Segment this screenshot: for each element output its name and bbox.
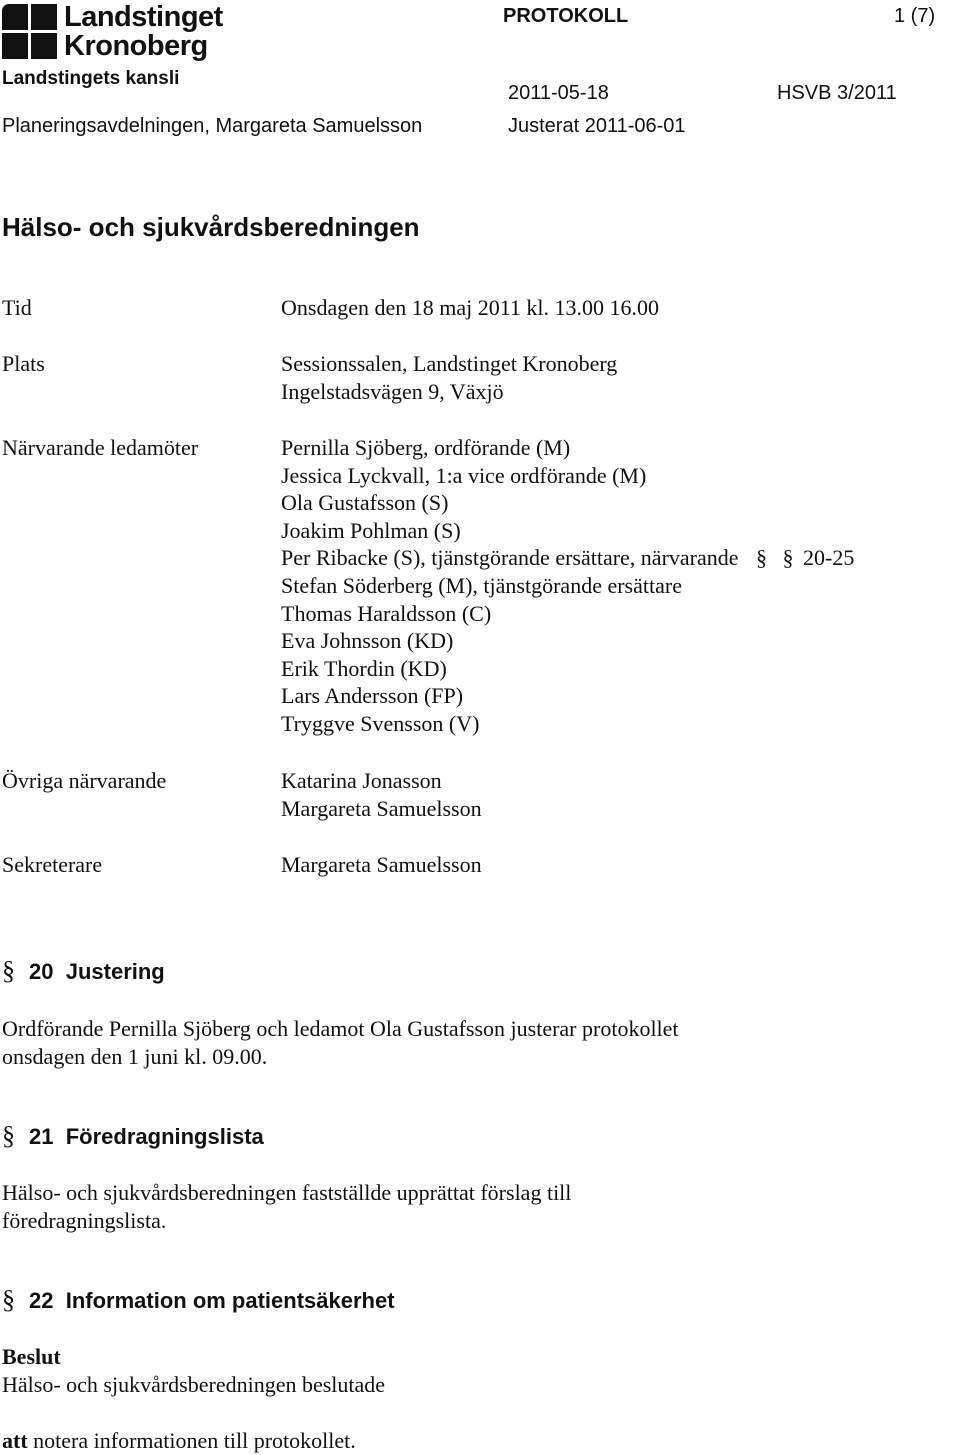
decision-att-line xyxy=(2,1427,385,1455)
section-body-20 xyxy=(2,1015,679,1071)
section-heading-22 xyxy=(2,1286,395,1315)
others-list xyxy=(281,767,482,822)
member-name: Per Ribacke (S), tjänstgörande ersättare, närvarande xyxy=(281,545,739,571)
logo-mark-square xyxy=(31,4,57,30)
body-line: Ordförande Pernilla Sjöberg och ledamot Ola Gustafsson justerar protokollet xyxy=(2,1016,679,1041)
logo-mark-square xyxy=(2,4,28,30)
member-item: Jessica Lyckvall, 1:a vice ordförande (M) xyxy=(281,462,647,488)
paragraph-symbol-icon: § xyxy=(782,545,794,571)
paragraph-symbol-icon: § xyxy=(2,1285,15,1314)
body-line: Hälso- och sjukvårdsberedningen fastställde upprättat förslag till xyxy=(2,1180,572,1205)
time-label: Tid xyxy=(2,295,32,320)
other-attendee: Margareta Samuelsson xyxy=(281,795,482,821)
reference-number: HSVB 3/2011 xyxy=(777,82,897,104)
member-item: Erik Thordin (KD) xyxy=(281,655,447,681)
others-label: Övriga närvarande xyxy=(2,768,167,793)
decision-label: Beslut xyxy=(2,1344,61,1369)
section-title: Justering xyxy=(65,959,165,984)
section-number: 20 xyxy=(29,959,54,984)
page-number: 1 (7) xyxy=(894,5,936,27)
section-heading-20 xyxy=(2,957,165,986)
paragraph-symbol-icon: § xyxy=(2,1121,15,1150)
document-type: PROTOKOLL xyxy=(503,5,629,27)
att-text: notera informationen till protokollet. xyxy=(27,1428,356,1453)
section-title: Information om patientsäkerhet xyxy=(65,1288,395,1313)
place-line: Ingelstadsvägen 9, Växjö xyxy=(281,378,504,404)
time-value: Onsdagen den 18 maj 2011 kl. 13.00 16.00 xyxy=(281,295,660,320)
department-line: Planeringsavdelningen, Margareta Samuelsson xyxy=(2,115,423,137)
body-line: Hälso- och sjukvårdsberedningen beslutade xyxy=(2,1372,386,1397)
member-item: Joakim Pohlman (S) xyxy=(281,517,461,543)
secretary-value: Margareta Samuelsson xyxy=(281,852,482,877)
paragraph-range: 20-25 xyxy=(803,545,855,571)
section-title: Föredragningslista xyxy=(65,1124,264,1149)
member-item: Tryggve Svensson (V) xyxy=(281,710,480,736)
landstinget-kronoberg-logo xyxy=(2,2,242,66)
body-line: onsdagen den 1 juni kl. 09.00. xyxy=(2,1044,268,1069)
section-number: 22 xyxy=(29,1288,54,1313)
place-value xyxy=(281,350,617,405)
organization-name: Landstingets kansli xyxy=(2,68,180,89)
member-item: Eva Johnsson (KD) xyxy=(281,628,454,654)
adjusted-date: Justerat 2011-06-01 xyxy=(508,115,686,137)
paragraph-symbol-icon: § xyxy=(2,956,15,985)
place-label: Plats xyxy=(2,351,45,376)
member-item: Stefan Söderberg (M), tjänstgörande ersättare xyxy=(281,572,682,598)
att-word: att xyxy=(2,1428,28,1453)
section-heading-21 xyxy=(2,1122,264,1151)
member-item: Ola Gustafsson (S) xyxy=(281,490,449,516)
place-line: Sessionssalen, Landstinget Kronoberg xyxy=(281,351,618,376)
logo-mark-square xyxy=(31,33,57,59)
paragraph-symbol-icon: § xyxy=(756,545,768,571)
member-item-ribacke xyxy=(281,544,854,572)
members-list xyxy=(281,434,854,738)
logo-mark-square xyxy=(2,33,28,59)
logo-text-line1: Landstinget xyxy=(64,1,223,33)
section-body-22 xyxy=(2,1343,385,1455)
members-label: Närvarande ledamöter xyxy=(2,435,199,460)
other-attendee: Katarina Jonasson xyxy=(281,768,442,793)
secretary-label: Sekreterare xyxy=(2,852,103,877)
section-number: 21 xyxy=(29,1124,54,1149)
document-date: 2011-05-18 xyxy=(508,82,609,104)
member-item: Pernilla Sjöberg, ordförande (M) xyxy=(281,435,571,460)
body-line: föredragningslista. xyxy=(2,1208,167,1233)
section-body-21 xyxy=(2,1179,571,1235)
member-item: Thomas Haraldsson (C) xyxy=(281,600,492,626)
member-item: Lars Andersson (FP) xyxy=(281,683,464,709)
logo-text-line2: Kronoberg xyxy=(64,30,208,62)
page-title: Hälso- och sjukvårdsberedningen xyxy=(2,212,420,242)
